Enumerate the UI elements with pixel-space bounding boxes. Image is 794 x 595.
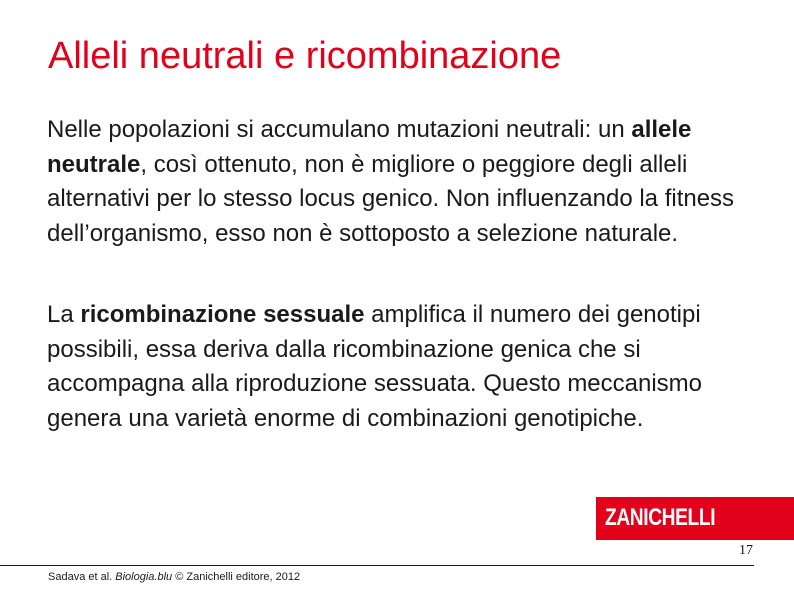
paragraph-recombination (47, 298, 782, 436)
slide-title: Alleli neutrali e ricombinazione (48, 35, 562, 77)
paragraph-text: La (47, 301, 81, 328)
footer-book-title: Biologia.blu (115, 571, 173, 583)
zanichelli-logo (596, 497, 794, 540)
footer-publisher: © Zanichelli editore, 2012 (172, 571, 301, 583)
footer-authors: Sadava et al. (48, 571, 116, 583)
page-number: 17 (739, 543, 753, 558)
paragraph-text: amplifica il numero dei genotipi possibili, essa deriva dalla ricombinazione genica che si accompagna alla riproduzione sessuata. Questo meccanismo genera una varietà enorme di combinazioni genotipiche. (47, 301, 703, 432)
logo-text: ZANICHELLI (605, 504, 716, 531)
footer-divider (0, 565, 754, 566)
paragraph-text: Nelle popolazioni si accumulano mutazioni neutrali: un (47, 116, 632, 143)
footer-credit (48, 571, 300, 583)
term-ricombinazione-sessuale: ricombinazione sessuale (80, 301, 365, 328)
term-allele-neutrale: allele neutrale (47, 116, 692, 178)
paragraph-neutral-alleles (47, 113, 782, 251)
paragraph-text: , così ottenuto, non è migliore o peggiore degli alleli alternativi per lo stesso locus genico. Non influenzando la fitness dell’organismo, esso non è sottoposto a selezione naturale. (47, 150, 735, 247)
